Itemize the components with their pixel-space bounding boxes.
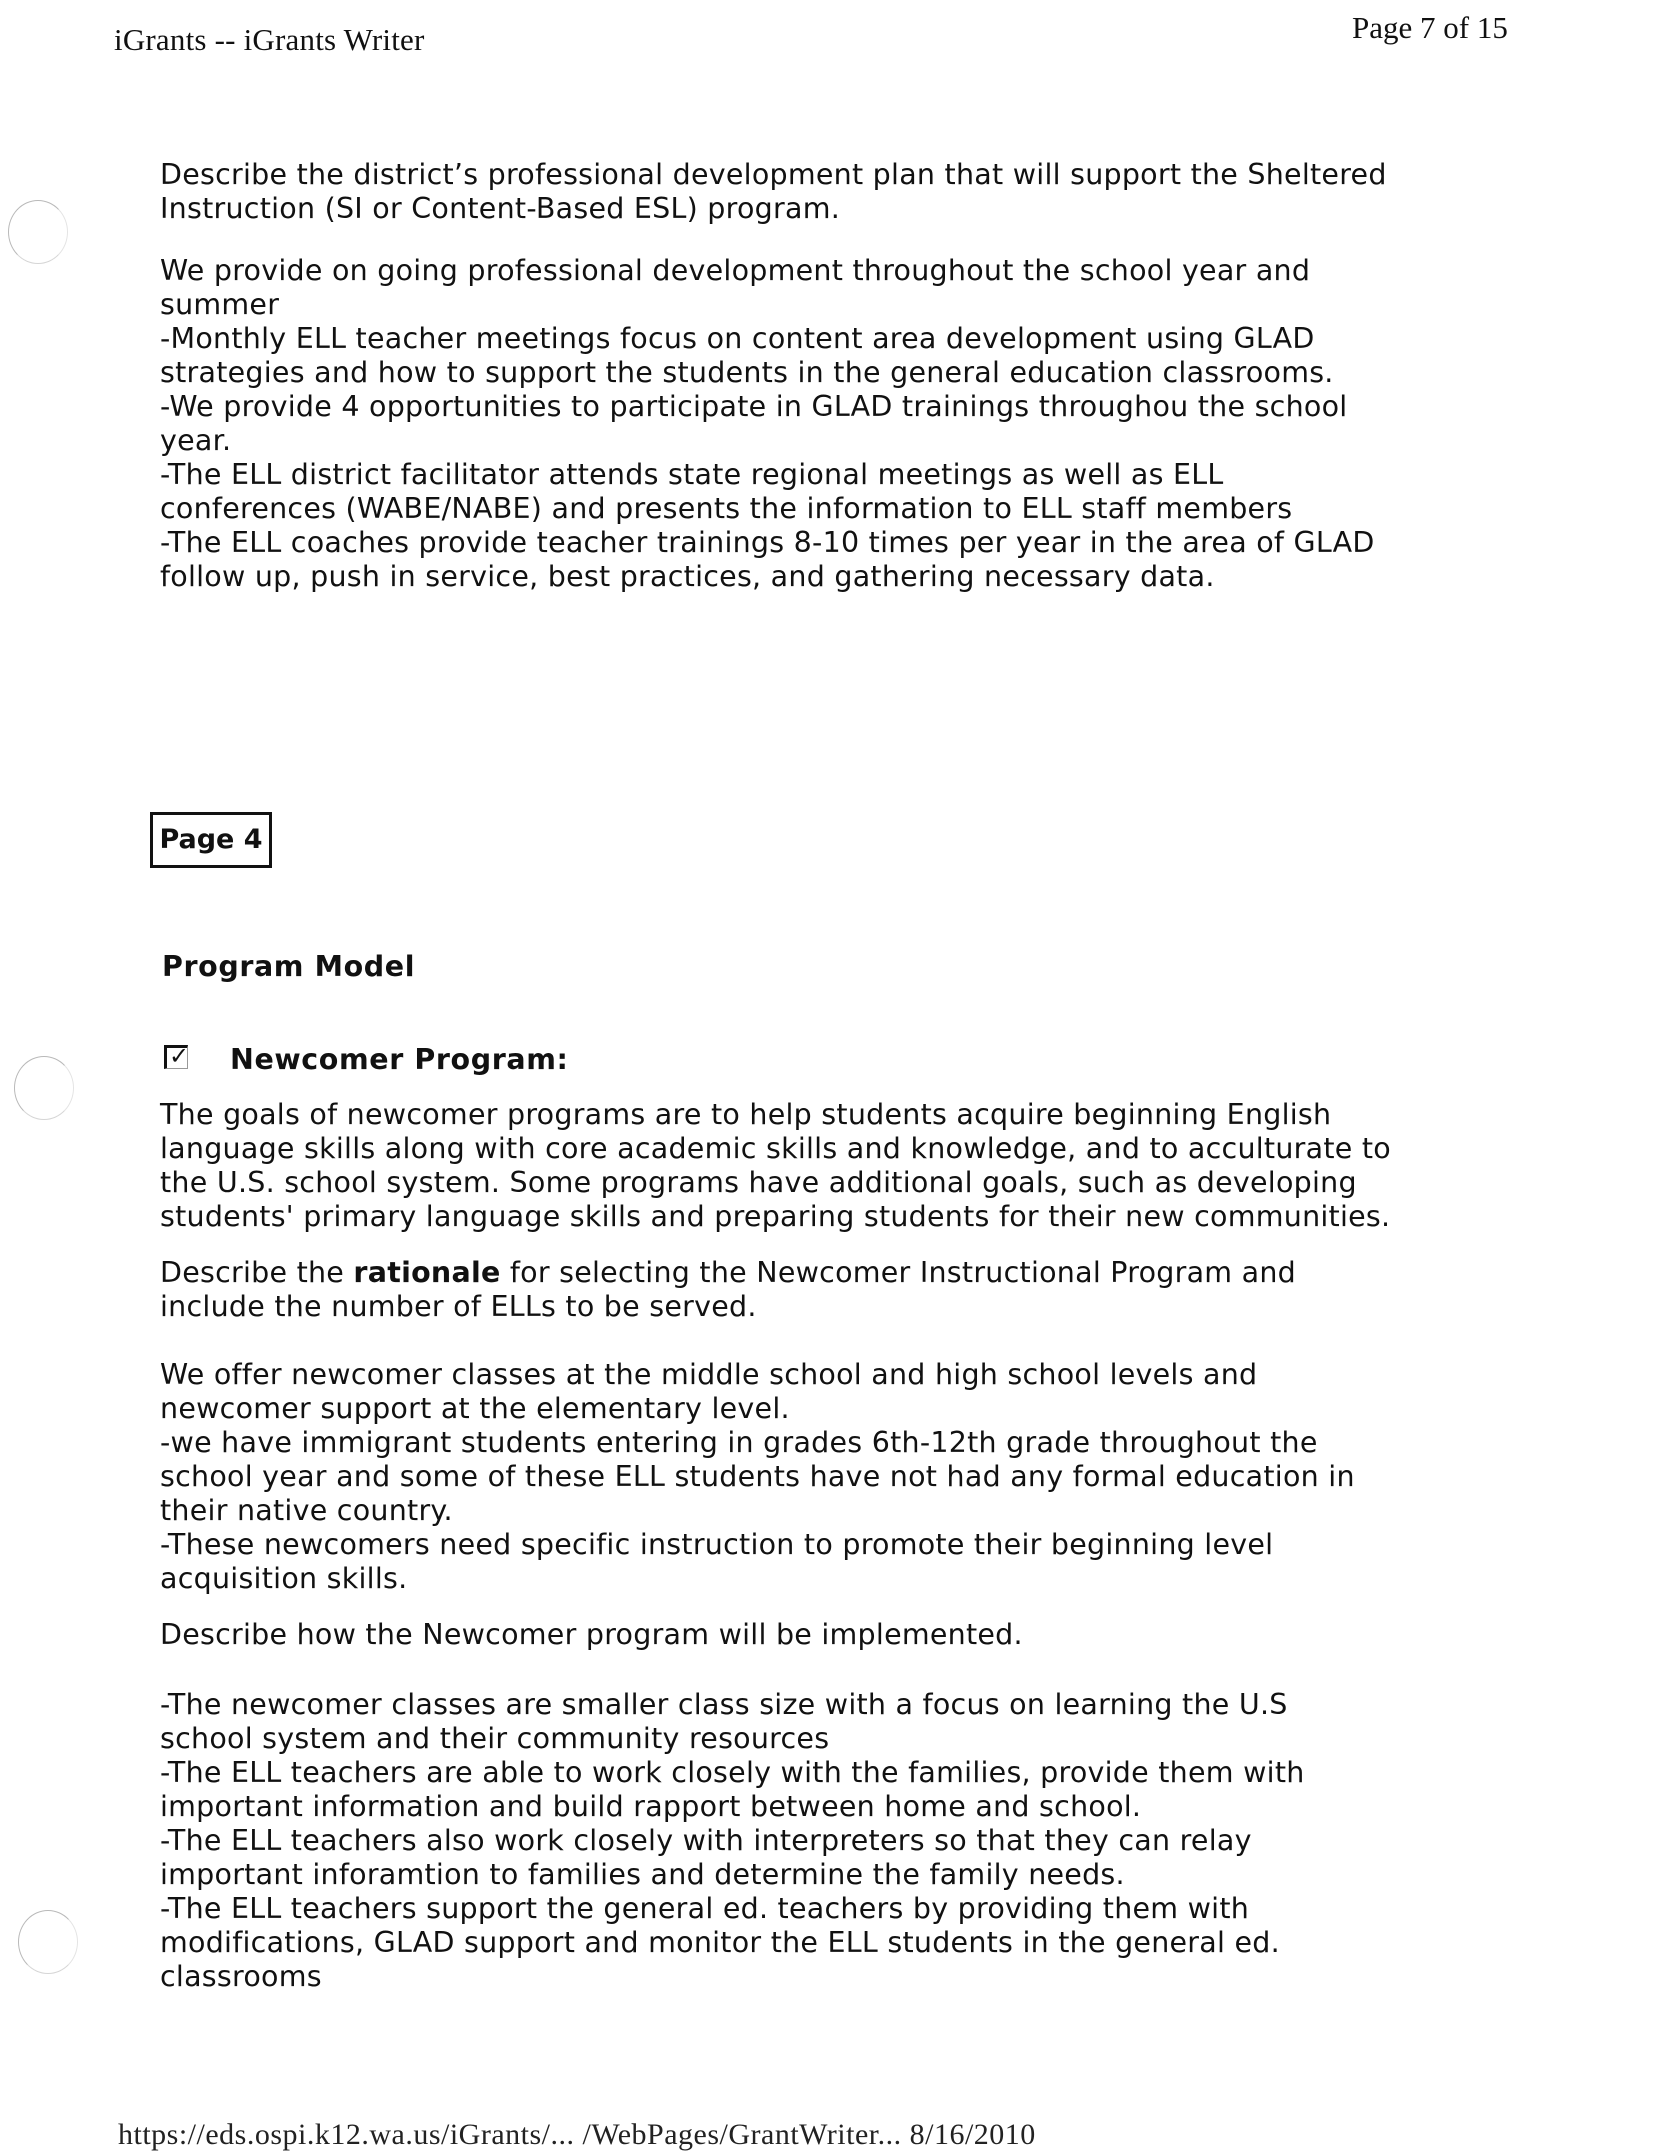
punch-hole-top xyxy=(8,200,68,264)
program-model-heading: Program Model xyxy=(162,950,416,983)
rationale-prefix: Describe the xyxy=(160,1256,354,1289)
pd-plan-response: We provide on going professional development throughout the school year and summer -Monthly ELL teacher meetings focus on content area development using GLAD strategies and how to support the students in the general education classrooms. -We provide 4 opportunities to participate in GLAD trainings throughou the school year. -The ELL district facilitator attends state regional meetings as well as ELL conferences (WABE/NABE) and presents the information to ELL staff members -The ELL coaches provide teacher trainings 8-10 times per year in the area of GLAD follow up, push in service, best practices, and gathering necessary data. xyxy=(160,254,1375,593)
implementation-response: -The newcomer classes are smaller class size with a focus on learning the U.S school system and their community resources -The ELL teachers are able to work closely with the families, provide them with important information and build rapport between home and school. -The ELL teachers also work closely with interpreters so that they can relay important inforamtion to families and determine the family needs. -The ELL teachers support the general ed. teachers by providing them with modifications, GLAD support and monitor the ELL students in the general ed. classrooms xyxy=(160,1688,1305,1993)
rationale-keyword: rationale xyxy=(353,1256,501,1289)
document-header-title: iGrants -- iGrants Writer xyxy=(114,22,425,57)
page-indicator: Page 7 of 15 xyxy=(1352,10,1508,45)
footer-url-date: https://eds.ospi.k12.wa.us/iGrants/... /WebPages/GrantWriter... 8/16/2010 xyxy=(118,2118,1036,2151)
newcomer-program-label: Newcomer Program: xyxy=(230,1043,569,1076)
rationale-suffix: for selecting the Newcomer Instructional Program and include the number of ELLs to be served. xyxy=(160,1256,1296,1323)
rationale-prompt xyxy=(160,1256,1400,1324)
punch-hole-bottom xyxy=(18,1910,78,1974)
newcomer-program-checkbox[interactable] xyxy=(164,1042,190,1070)
newcomer-goals-text: The goals of newcomer programs are to help students acquire beginning English language skills along with core academic skills and knowledge, and to acculturate to the U.S. school system. Some programs have additional goals, such as developing students' primary language skills and preparing students for their new communities. xyxy=(160,1098,1391,1233)
punch-hole-middle xyxy=(14,1056,74,1120)
implementation-prompt: Describe how the Newcomer program will be implemented. xyxy=(160,1618,1023,1651)
checkmark-icon: ✓ xyxy=(169,1042,190,1070)
pd-plan-prompt: Describe the district’s professional development plan that will support the Sheltered Instruction (SI or Content-Based ESL) program. xyxy=(160,158,1387,225)
rationale-response: We offer newcomer classes at the middle school and high school levels and newcomer support at the elementary level. -we have immigrant students entering in grades 6th-12th grade throughout the school year and some of these ELL students have not had any formal education in their native country. -These newcomers need specific instruction to promote their beginning level acquisition skills. xyxy=(160,1358,1355,1595)
page-number-box: Page 4 xyxy=(150,812,272,868)
